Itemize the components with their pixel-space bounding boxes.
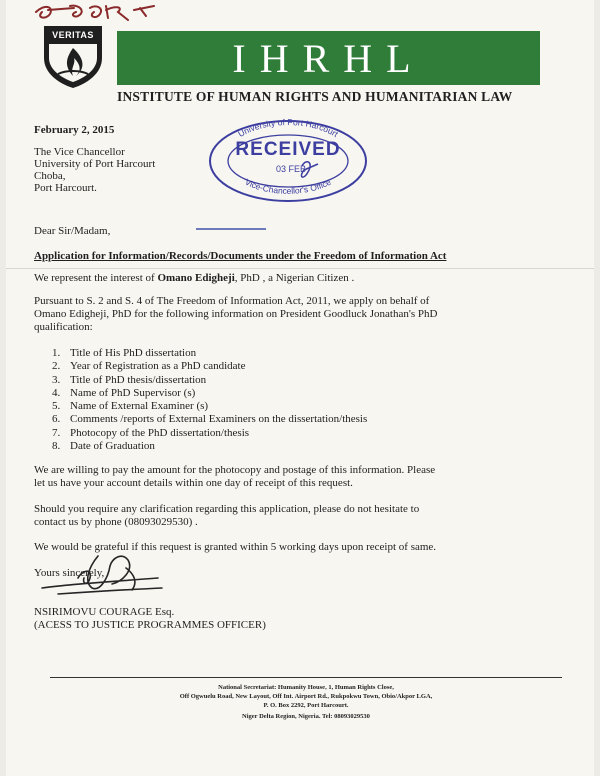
institute-name: INSTITUTE OF HUMAN RIGHTS AND HUMANITARIAN LAW — [117, 89, 513, 104]
list-text: Year of Registration as a PhD candidate — [70, 360, 246, 373]
closing-paragraph: We would be grateful if this request is granted within 5 working days upon receipt of same. — [34, 541, 437, 553]
footer-line: Off Ogwuelu Road, New Layout, Off Int. Airport Rd., Rukpokwu Town, Obio/Akpor LGA, — [179, 693, 433, 700]
paragraph-line: contact us by phone (08093029530) . — [34, 516, 198, 528]
veritas-logo — [40, 24, 106, 90]
received-stamp — [206, 118, 370, 204]
stamp-seal-icon — [206, 118, 370, 204]
list-number: 8. — [52, 440, 61, 453]
footer-line: P. O. Box 2292, Port Harcourt. — [263, 702, 349, 709]
stamp-bottom-arc-text: Vice-Chancellor's Office — [243, 176, 333, 196]
signatory-name: NSIRIMOVU COURAGE Esq. — [34, 606, 175, 618]
recipient-line: The Vice Chancellor — [34, 146, 125, 158]
signatory-title: (ACESS TO JUSTICE PROGRAMMES OFFICER) — [34, 619, 266, 631]
closing: Yours sincerely, — [34, 567, 105, 579]
logo-text: VERITAS — [52, 30, 94, 40]
svg-text:Vice-Chancellor's Office — [243, 177, 332, 196]
letter-date: February 2, 2015 — [34, 124, 115, 136]
paragraph-line: qualification: — [34, 321, 93, 333]
intro-text-end: , PhD , a Nigerian Citizen . — [234, 272, 355, 284]
list-number: 4. — [52, 386, 61, 399]
list-item — [52, 360, 367, 373]
ink-mark — [196, 228, 266, 230]
list-number: 2. — [52, 360, 61, 373]
recipient-line: University of Port Harcourt — [34, 158, 156, 170]
list-text: Date of Graduation — [70, 440, 155, 453]
list-text: Name of External Examiner (s) — [70, 400, 209, 413]
list-text: Title of PhD thesis/dissertation — [70, 373, 207, 386]
list-number: 7. — [52, 426, 61, 439]
list-number: 1. — [52, 347, 61, 359]
paragraph-line: Pursuant to S. 2 and S. 4 of The Freedom of Information Act, 2011, we apply on behalf of — [34, 295, 430, 307]
svg-text:University of Port Harcourt — [236, 118, 340, 139]
list-number: 6. — [52, 413, 61, 426]
list-number: 3. — [52, 373, 61, 386]
requested-items-list — [52, 347, 367, 453]
list-text: Comments /reports of External Examiners on the dissertation/thesis — [70, 413, 368, 426]
list-item — [52, 440, 367, 453]
list-item — [52, 400, 367, 413]
list-item — [52, 427, 367, 440]
intro-text: We represent the interest of — [34, 272, 158, 284]
letterhead-banner: IHRHL — [117, 31, 540, 85]
footer-divider — [50, 677, 562, 678]
list-text: Title of His PhD dissertation — [70, 347, 197, 359]
list-text: Name of PhD Supervisor (s) — [70, 386, 196, 399]
recipient-line: Choba, — [34, 170, 66, 182]
footer-line: National Secretariat: Humanity House, 1, Human Rights Close, — [218, 684, 394, 691]
list-number: 5. — [52, 400, 61, 413]
paragraph-line: Omano Edigheji, PhD for the following information on President Goodluck Jonathan's PhD — [34, 308, 438, 320]
stamp-date: 03 FEB — [275, 164, 306, 174]
signature-icon — [38, 548, 168, 604]
intro-paragraph — [34, 272, 354, 285]
subject-line: Application for Information/Records/Documents under the Freedom of Information Act — [34, 250, 447, 262]
list-text: Photocopy of the PhD dissertation/thesis — [70, 426, 250, 439]
paragraph-line: let us have your account details within one day of receipt of this request. — [34, 477, 353, 489]
recipient-line: Port Harcourt. — [34, 182, 97, 194]
list-item — [52, 347, 367, 360]
stamp-top-arc-text: University of Port Harcourt — [236, 118, 341, 140]
paragraph-line: Should you require any clarification regarding this application, please do not hesitate to — [34, 503, 420, 515]
footer-line: Niger Delta Region, Nigeria. Tel: 08093029530 — [242, 713, 370, 720]
client-name: Omano Edigheji — [157, 272, 235, 284]
stamp-received-word: RECEIVED — [235, 139, 341, 160]
list-item — [52, 413, 367, 426]
paragraph-line: We are willing to pay the amount for the photocopy and postage of this information. Please — [34, 464, 436, 476]
paper-fold-line — [6, 268, 594, 269]
list-item — [52, 374, 367, 387]
salutation: Dear Sir/Madam, — [34, 225, 111, 237]
list-item — [52, 387, 367, 400]
